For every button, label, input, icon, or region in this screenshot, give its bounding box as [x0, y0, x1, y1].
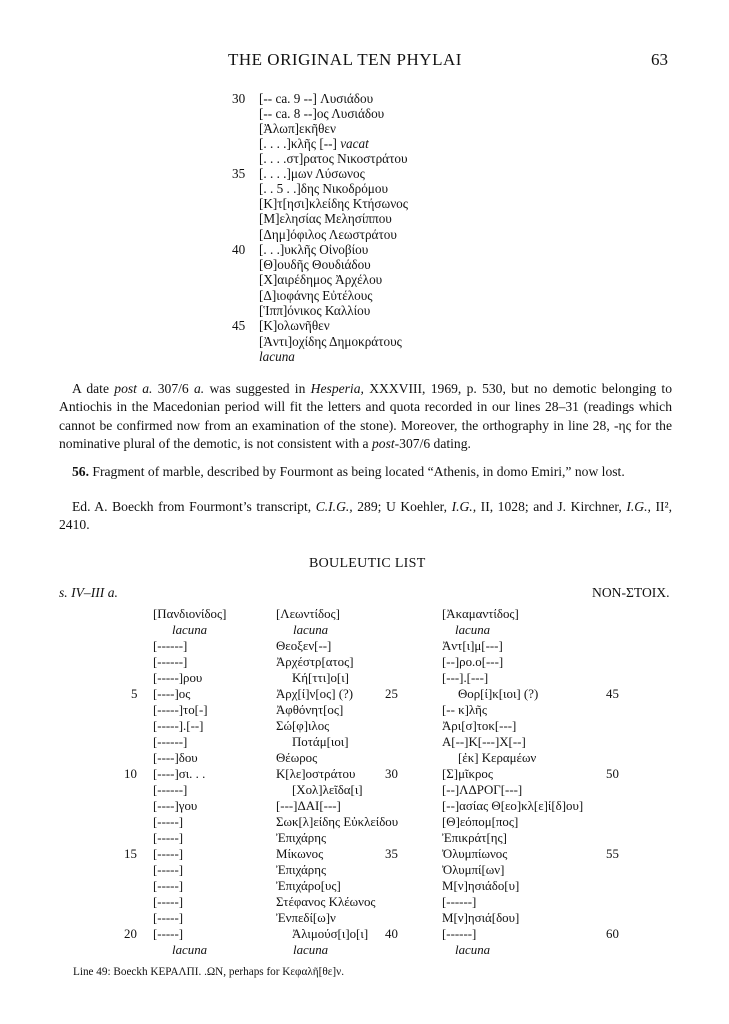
line-number: 55 [606, 847, 619, 861]
list-item: Ἀλιμούσ[ι]ο[ι] [292, 927, 369, 941]
lacuna-note: lacuna [172, 623, 208, 637]
inscription-line: [Κ]ολωνῆθεν [259, 318, 330, 333]
list-item: Ἀρχ[ί]ν[ος] (?) [276, 687, 354, 701]
list-item: Ἀντ[ι]μ[‑‑‑] [442, 639, 503, 653]
style-label: NON-ΣΤΟΙΧ. [592, 585, 670, 600]
list-item: [‑‑‑‑]γου [153, 799, 198, 813]
line-number: 35 [385, 847, 398, 861]
inscription-line: [Θ]ουδῆς Θουδιάδου [259, 257, 371, 272]
line-number: 25 [385, 687, 398, 701]
list-item: Ἐνπεδί[ω]ν [276, 911, 336, 925]
date-label: s. IV–III a. [59, 585, 118, 600]
list-item: [‑‑‑‑‑] [153, 927, 184, 941]
line-number: 20 [124, 927, 137, 941]
line-number: 35 [232, 166, 246, 181]
column-header: [Ἀκαμαντίδος] [442, 607, 519, 621]
line-number: 60 [606, 927, 619, 941]
list-item: Σώ[φ]ιλος [276, 719, 330, 733]
lacuna-note: lacuna [172, 943, 208, 957]
list-item: [‑‑‑‑‑] [153, 847, 184, 861]
inscription-line: [Δημ]όφιλος Λεωστράτου [259, 227, 397, 242]
list-item: [‑‑‑‑]σι. . . [153, 767, 206, 781]
list-item: [‑‑‑‑‑‑] [153, 639, 188, 653]
vacat-note: vacat [340, 136, 369, 151]
list-item: [‑‑ κ]λῆς [442, 703, 487, 717]
list-item: Μίκωνος [276, 847, 324, 861]
list-item: [‑‑‑‑‑] [153, 879, 184, 893]
list-item: [‑‑‑‑‑‑] [153, 735, 188, 749]
list-item: [‑‑‑‑]δου [153, 751, 198, 765]
inscription-line: [. . .]υκλῆς Οἰνοβίου [259, 242, 369, 257]
list-item: Θεοξεν[‑‑] [276, 639, 332, 653]
line-number: 40 [232, 242, 246, 257]
inscription-line: [Ἀλωπ]εκῆθεν [259, 121, 336, 136]
list-item: Ὀλυμπίωνος [442, 847, 508, 861]
list-item: [‑‑‑‑‑].[‑‑] [153, 719, 204, 733]
inscription-line: [Δ]ιοφάνης Εὐτέλους [259, 288, 373, 303]
list-item: [‑‑‑‑‑] [153, 815, 184, 829]
list-item: Μ[ν]ησιά[δου] [442, 911, 520, 925]
list-item: [‑‑‑].[‑‑‑] [442, 671, 489, 685]
list-item: [‑‑]ΛΔΡΟΓ[‑‑‑] [442, 783, 523, 797]
list-item: Σωκ[λ]είδης Εὐκλείδου [276, 815, 399, 829]
list-item: Ἐπιχάρης [276, 831, 327, 845]
list-item: Ἐπικράτ[ης] [442, 831, 507, 845]
inscription-line: [Χ]αιρέδημος Ἀρχέλου [259, 272, 383, 287]
list-item: [‑‑‑‑‑] [153, 895, 184, 909]
lacuna-note: lacuna [455, 943, 491, 957]
list-item: [‑‑‑‑‑‑] [153, 783, 188, 797]
list-item: Κή[ττι]ο[ι] [292, 671, 349, 685]
list-item: [‑‑]ασίας Θ[εο]κλ[ε]ί[δ]ου] [442, 799, 584, 813]
inscription-line: [‑‑ ca. 8 ‑‑]ος Λυσιάδου [259, 106, 385, 121]
entry-number: 56. [72, 464, 89, 479]
list-item: Στέφανος Κλέωνος [276, 895, 376, 909]
list-item: [‑‑‑‑]ος [153, 687, 191, 701]
line-number: 45 [232, 318, 246, 333]
lacuna-note: lacuna [293, 623, 329, 637]
list-item: [‑‑‑‑‑] [153, 911, 184, 925]
list-item: [‑‑‑‑‑]ρου [153, 671, 203, 685]
list-item: Ποτάμ[ιοι] [292, 735, 349, 749]
list-item: Ὀλυμπί[ων] [442, 863, 505, 877]
line-number: 30 [232, 91, 246, 106]
list-item: [Χολ]λεῖδα[ι] [292, 783, 363, 797]
list-item: Ἐπιχάρο[υς] [276, 879, 341, 893]
list-item: [‑‑‑‑‑‑] [442, 927, 477, 941]
list-item: Θορ[ί]κ[ιοι] (?) [458, 687, 539, 701]
line-number: 5 [131, 687, 138, 701]
inscription-line: [Μ]ελησίας Μελησίππου [259, 211, 392, 226]
inscription-line: [. . 5 . .]δης Νικοδρόμου [259, 181, 388, 196]
running-head-title: THE ORIGINAL TEN PHYLAI [228, 50, 462, 69]
list-item: Μ[ν]ησιάδο[υ] [442, 879, 520, 893]
edition-paragraph: Ed. A. Boeckh from Fourmont’s transcript, C.I.G., 289; U Koehler, I.G., II, 1028; and J. Kirchner, I.G., II², 2410. [59, 499, 672, 533]
inscription-line: [. . . .]μων Λύσωνος [259, 166, 365, 181]
list-item: Ἀρχέστρ[ατος] [276, 655, 354, 669]
line-number: 30 [385, 767, 398, 781]
list-item: [Σ]μῖκρος [442, 767, 493, 781]
column-header: [Πανδιονίδος] [153, 607, 227, 621]
inscription-line: [Κ]τ[ησι]κλείδης Κτήσωνος [259, 196, 408, 211]
line-number: 10 [124, 767, 137, 781]
inscription-line: [Ἀντι]οχίδης Δημοκράτους [259, 334, 402, 349]
line-number: 40 [385, 927, 398, 941]
line-number: 45 [606, 687, 619, 701]
list-item: Θέωρος [276, 751, 318, 765]
lacuna-note: lacuna [293, 943, 329, 957]
column-header: [Λεωντίδος] [276, 607, 340, 621]
list-item: [Θ]εόπομ[πος] [442, 815, 519, 829]
inscription-line: [. . . .]κλῆς [‑‑] vacat [259, 136, 369, 151]
list-item: Ἀφθόνητ[ος] [276, 703, 344, 717]
inscription-line: [. . . .στ]ρατος Νικοστράτου [259, 151, 408, 166]
list-item: [‑‑‑‑‑‑] [153, 655, 188, 669]
list-item: [‑‑‑]ΔΑΙ[‑‑‑] [276, 799, 341, 813]
list-item: Ἀρι[σ]τοκ[‑‑‑] [442, 719, 517, 733]
list-item: [ἐκ] Κεραμέων [458, 751, 537, 765]
section-title: BOULEUTIC LIST [309, 556, 426, 571]
line-number: 50 [606, 767, 619, 781]
list-item: [‑‑]ρο.ο[‑‑‑] [442, 655, 504, 669]
apparatus-note: Line 49: Boeckh ΚΕΡΑΛΠΙ. .ΩΝ, perhaps for Κεφαλῆ[θε]ν. [73, 966, 345, 978]
list-item: Κ[λε]οστράτου [276, 767, 356, 781]
lacuna-note: lacuna [259, 349, 295, 364]
list-item: Ἐπιχάρης [276, 863, 327, 877]
list-item: [‑‑‑‑‑‑] [442, 895, 477, 909]
list-item: Α[‑‑]Κ[‑‑‑]Χ[‑‑] [442, 735, 526, 749]
list-item: [‑‑‑‑‑] [153, 831, 184, 845]
line-number: 15 [124, 847, 137, 861]
inscription-line: [‑‑ ca. 9 ‑‑] Λυσιάδου [259, 91, 374, 106]
list-item: [‑‑‑‑‑]το[‑] [153, 703, 208, 717]
page-number: 63 [651, 50, 668, 69]
lacuna-note: lacuna [455, 623, 491, 637]
inscription-line: [Ἱππ]όνικος Καλλίου [259, 303, 371, 318]
commentary-paragraph: A date post a. 307/6 a. was suggested in Hesperia, XXXVIII, 1969, p. 530, but no demotic belonging to Antiochis in the Macedonian period will fit the letters and quota recorded in our lines 28–31 (readings which cannot be confirmed now from an examination of the stone). Moreover, the orthography in line 28, -ης for the nominative plural of the demotic, is not consistent with a post-307/6 dating. [59, 381, 672, 451]
entry-heading-paragraph: 56. Fragment of marble, described by Fourmont as being located “Athenis, in domo Emiri,” now lost. [72, 464, 625, 479]
list-item: [‑‑‑‑‑] [153, 863, 184, 877]
